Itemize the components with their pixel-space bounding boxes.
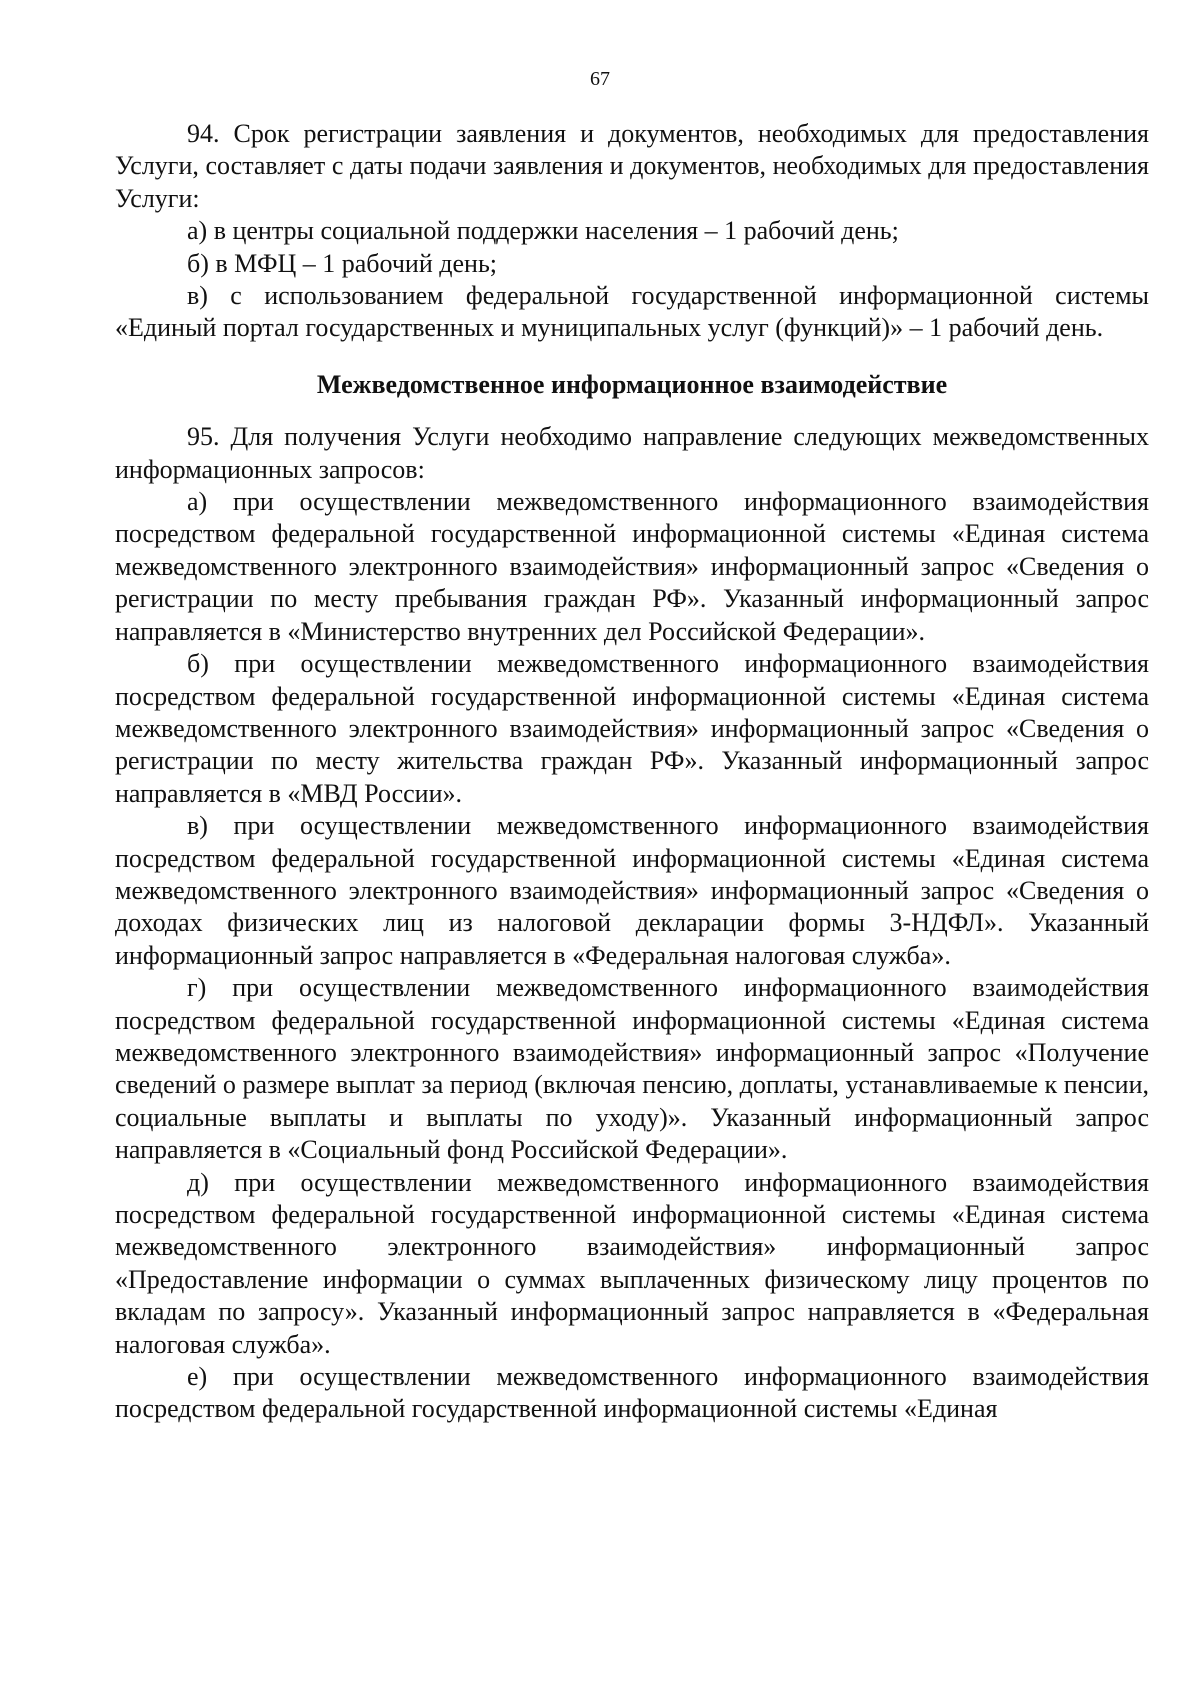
paragraph-94-intro: 94. Срок регистрации заявления и документов, необходимых для предоставления Услуги, составляет с даты подачи заявления и документов, необходимых для предоставления Услуги: xyxy=(115,119,1149,213)
paragraph-95-item-b: б) при осуществлении межведомственного информационного взаимодействия посредством федеральной государственной информационной системы «Единая система межведомственного электронного взаимодействия» информационный запрос «Сведения о регистрации по месту жительства граждан РФ». Указанный информационный запрос направляется в «МВД России». xyxy=(115,649,1149,808)
paragraph-94-item-b: б) в МФЦ – 1 рабочий день; xyxy=(187,248,498,278)
document-body xyxy=(115,118,1149,1426)
section-heading: Межведомственное информационное взаимодействие xyxy=(316,369,948,399)
paragraph-94-item-a: а) в центры социальной поддержки населения – 1 рабочий день; xyxy=(187,216,899,246)
paragraph-95-item-v: в) при осуществлении межведомственного информационного взаимодействия посредством федеральной государственной информационной системы «Единая система межведомственного электронного взаимодействия» информационный запрос «Сведения о доходах физических лиц из налоговой декларации формы 3-НДФЛ». Указанный информационный запрос направляется в «Федеральная налоговая служба». xyxy=(115,811,1149,970)
paragraph-95-item-g: г) при осуществлении межведомственного информационного взаимодействия посредством федеральной государственной информационной системы «Единая система межведомственного электронного взаимодействия» информационный запрос «Получение сведений о размере выплат за период (включая пенсию, доплаты, устанавливаемые к пенсии, социальные выплаты и выплаты по уходу)». Указанный информационный запрос направляется в «Социальный фонд Российской Федерации». xyxy=(115,973,1149,1165)
paragraph-95-item-a: а) при осуществлении межведомственного информационного взаимодействия посредством федеральной государственной информационной системы «Единая система межведомственного электронного взаимодействия» информационный запрос «Сведения о регистрации по месту пребывания граждан РФ». Указанный информационный запрос направляется в «Министерство внутренних дел Российской Федерации». xyxy=(115,487,1149,646)
paragraph-95-item-d: д) при осуществлении межведомственного информационного взаимодействия посредством федеральной государственной информационной системы «Единая система межведомственного электронного взаимодействия» информационный запрос «Предоставление информации о суммах выплаченных физическому лицу процентов по вкладам по запросу». Указанный информационный запрос направляется в «Федеральная налоговая служба». xyxy=(115,1167,1149,1359)
page-number: 67 xyxy=(590,68,610,90)
paragraph-94-item-v: в) с использованием федеральной государственной информационной системы «Единый портал государственных и муниципальных услуг (функций)» – 1 рабочий день. xyxy=(115,281,1149,343)
paragraph-95-intro: 95. Для получения Услуги необходимо направление следующих межведомственных информационных запросов: xyxy=(115,422,1149,484)
paragraph-95-item-e: е) при осуществлении межведомственного информационного взаимодействия посредством федеральной государственной информационной системы «Единая xyxy=(115,1362,1149,1424)
